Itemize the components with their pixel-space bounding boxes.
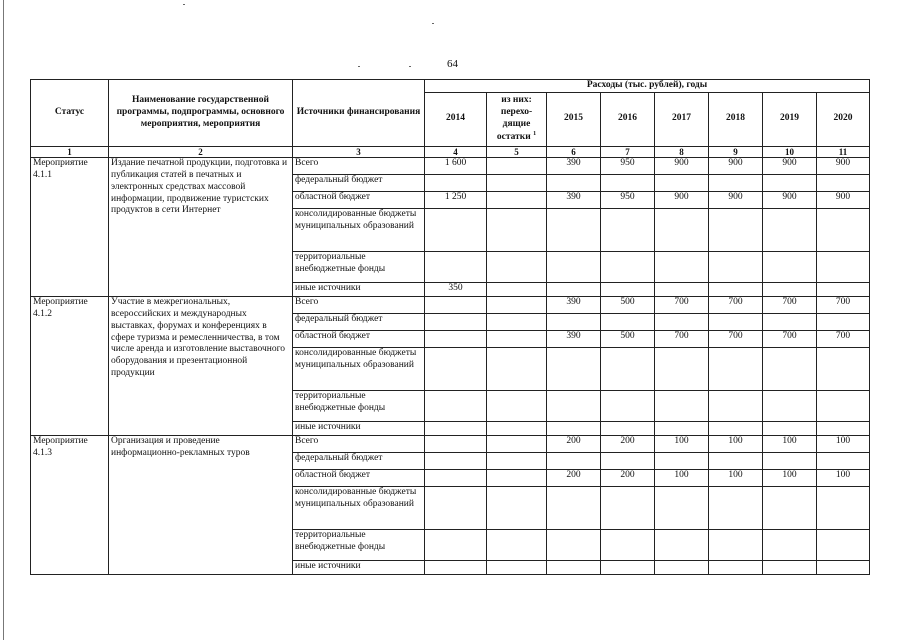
budget-table — [30, 79, 870, 575]
value-year — [709, 452, 763, 469]
header-status: Статус — [31, 80, 109, 147]
value-year — [601, 282, 655, 296]
value-2014 — [425, 251, 487, 282]
carryover-line-2: перехо- — [500, 106, 533, 117]
value-year — [601, 452, 655, 469]
value-year: 900 — [709, 157, 763, 174]
value-year: 900 — [655, 191, 709, 208]
value-year: 200 — [601, 435, 655, 452]
value-year — [655, 529, 709, 560]
table-row — [31, 296, 870, 313]
value-year — [763, 486, 817, 529]
value-year — [709, 347, 763, 390]
value-year: 900 — [817, 157, 870, 174]
header-year: 2020 — [817, 92, 870, 146]
funding-source: областной бюджет — [293, 191, 425, 208]
value-year — [763, 452, 817, 469]
column-number: 8 — [655, 146, 709, 157]
value-year — [709, 174, 763, 191]
value-year: 700 — [655, 330, 709, 347]
value-year: 500 — [601, 296, 655, 313]
value-year — [763, 174, 817, 191]
value-year — [763, 208, 817, 251]
value-year: 700 — [709, 330, 763, 347]
header-year: 2018 — [709, 92, 763, 146]
header-year-2014: 2014 — [425, 92, 487, 146]
column-number: 7 — [601, 146, 655, 157]
value-year: 100 — [655, 435, 709, 452]
value-year: 100 — [817, 469, 870, 486]
value-year — [655, 174, 709, 191]
value-year — [601, 347, 655, 390]
value-year: 390 — [547, 330, 601, 347]
value-2014 — [425, 529, 487, 560]
value-2014 — [425, 313, 487, 330]
value-year: 700 — [817, 296, 870, 313]
value-year — [601, 421, 655, 435]
measure-name: Участие в межрегиональных, всероссийских и международных выставках, форумах и конференциях в сфере туризма и ремесленничества, в том числе аренда и изготовление выставочного оборудования и презентационной продукции — [109, 296, 293, 435]
value-year: 390 — [547, 157, 601, 174]
value-year — [817, 452, 870, 469]
funding-source: иные источники — [293, 560, 425, 574]
value-year: 700 — [655, 296, 709, 313]
measure-name: Организация и проведение информационно-рекламных туров — [109, 435, 293, 574]
value-year: 100 — [763, 435, 817, 452]
value-year — [601, 390, 655, 421]
value-2014: 350 — [425, 282, 487, 296]
value-year: 500 — [601, 330, 655, 347]
value-year — [763, 282, 817, 296]
column-number: 2 — [109, 146, 293, 157]
value-year — [601, 174, 655, 191]
value-year — [817, 251, 870, 282]
value-2014 — [425, 330, 487, 347]
value-year — [655, 208, 709, 251]
value-year: 950 — [601, 157, 655, 174]
value-year: 200 — [547, 435, 601, 452]
value-year: 700 — [709, 296, 763, 313]
value-year — [817, 208, 870, 251]
scan-speck — [432, 23, 434, 24]
funding-source: Всего — [293, 157, 425, 174]
funding-source: иные источники — [293, 421, 425, 435]
value-year — [547, 208, 601, 251]
value-year: 100 — [817, 435, 870, 452]
funding-source: территориальные внебюджетные фонды — [293, 529, 425, 560]
value-year: 700 — [763, 296, 817, 313]
value-carryover — [487, 529, 547, 560]
value-year — [601, 486, 655, 529]
value-year: 100 — [709, 435, 763, 452]
value-year — [547, 390, 601, 421]
value-carryover — [487, 157, 547, 174]
column-number: 10 — [763, 146, 817, 157]
value-2014 — [425, 469, 487, 486]
value-year: 900 — [817, 191, 870, 208]
funding-source: иные источники — [293, 282, 425, 296]
value-year: 700 — [817, 330, 870, 347]
value-year — [817, 529, 870, 560]
value-carryover — [487, 560, 547, 574]
value-year — [601, 251, 655, 282]
value-2014: 1 250 — [425, 191, 487, 208]
funding-source: территориальные внебюджетные фонды — [293, 390, 425, 421]
value-year — [709, 560, 763, 574]
value-2014 — [425, 560, 487, 574]
value-year — [817, 347, 870, 390]
funding-source: федеральный бюджет — [293, 452, 425, 469]
header-name: Наименование государственной программы, подпрограммы, основного мероприятия, мероприятия — [109, 80, 293, 147]
value-year — [817, 390, 870, 421]
value-year — [763, 390, 817, 421]
funding-source: федеральный бюджет — [293, 174, 425, 191]
value-year — [817, 313, 870, 330]
value-year — [547, 282, 601, 296]
value-year: 390 — [547, 296, 601, 313]
value-carryover — [487, 452, 547, 469]
value-carryover — [487, 435, 547, 452]
value-2014 — [425, 296, 487, 313]
value-carryover — [487, 313, 547, 330]
value-year — [547, 421, 601, 435]
value-year — [763, 347, 817, 390]
column-number: 11 — [817, 146, 870, 157]
value-year — [763, 529, 817, 560]
column-number: 6 — [547, 146, 601, 157]
value-year — [601, 560, 655, 574]
table-body — [31, 157, 870, 574]
value-2014 — [425, 486, 487, 529]
value-carryover — [487, 282, 547, 296]
value-year — [655, 251, 709, 282]
header-expenses: Расходы (тыс. рублей), годы — [425, 80, 870, 93]
value-year — [655, 390, 709, 421]
value-year — [655, 282, 709, 296]
header-sources: Источники финансирования — [293, 80, 425, 147]
value-year — [763, 251, 817, 282]
value-carryover — [487, 390, 547, 421]
page-number: 64 — [447, 58, 458, 70]
header-year: 2019 — [763, 92, 817, 146]
value-2014 — [425, 174, 487, 191]
column-number: 4 — [425, 146, 487, 157]
value-year: 100 — [709, 469, 763, 486]
value-carryover — [487, 208, 547, 251]
value-year — [763, 421, 817, 435]
header-year: 2017 — [655, 92, 709, 146]
value-year: 900 — [709, 191, 763, 208]
footnote-mark: 1 — [533, 130, 537, 137]
value-year — [547, 452, 601, 469]
measure-status: Мероприятие 4.1.1 — [31, 157, 109, 296]
value-year — [709, 421, 763, 435]
header-carryover — [487, 92, 547, 146]
value-year — [817, 486, 870, 529]
value-year: 200 — [547, 469, 601, 486]
value-year — [763, 560, 817, 574]
column-number: 3 — [293, 146, 425, 157]
value-carryover — [487, 191, 547, 208]
value-year: 900 — [763, 157, 817, 174]
value-year — [763, 313, 817, 330]
value-2014 — [425, 390, 487, 421]
value-year — [547, 347, 601, 390]
value-year — [709, 282, 763, 296]
value-carryover — [487, 347, 547, 390]
value-year: 100 — [763, 469, 817, 486]
value-carryover — [487, 486, 547, 529]
carryover-line-4: остатки — [496, 131, 531, 142]
value-year — [655, 347, 709, 390]
column-number: 1 — [31, 146, 109, 157]
scan-edge-line — [3, 0, 4, 640]
value-carryover — [487, 174, 547, 191]
funding-source: консолидированные бюджеты муниципальных образований — [293, 208, 425, 251]
funding-source: областной бюджет — [293, 469, 425, 486]
value-year — [547, 313, 601, 330]
funding-source: консолидированные бюджеты муниципальных образований — [293, 486, 425, 529]
value-year — [655, 452, 709, 469]
scan-speck — [183, 4, 185, 5]
value-carryover — [487, 421, 547, 435]
value-year: 390 — [547, 191, 601, 208]
value-year — [655, 486, 709, 529]
column-number: 5 — [487, 146, 547, 157]
value-carryover — [487, 330, 547, 347]
column-number: 9 — [709, 146, 763, 157]
value-year — [655, 421, 709, 435]
value-year — [817, 560, 870, 574]
value-year — [817, 282, 870, 296]
value-year: 700 — [763, 330, 817, 347]
value-2014 — [425, 347, 487, 390]
measure-status: Мероприятие 4.1.2 — [31, 296, 109, 435]
value-2014 — [425, 208, 487, 251]
measure-status: Мероприятие 4.1.3 — [31, 435, 109, 574]
value-year — [601, 208, 655, 251]
value-year — [709, 390, 763, 421]
table-row — [31, 157, 870, 174]
carryover-line-1: из них: — [501, 95, 532, 106]
value-year: 950 — [601, 191, 655, 208]
value-year — [547, 560, 601, 574]
value-2014 — [425, 421, 487, 435]
value-year — [817, 174, 870, 191]
value-year — [655, 560, 709, 574]
value-year — [655, 313, 709, 330]
value-year — [547, 174, 601, 191]
funding-source: федеральный бюджет — [293, 313, 425, 330]
value-carryover — [487, 469, 547, 486]
value-year — [601, 313, 655, 330]
funding-source: территориальные внебюджетные фонды — [293, 251, 425, 282]
value-year: 100 — [655, 469, 709, 486]
value-year — [817, 421, 870, 435]
header-year: 2015 — [547, 92, 601, 146]
value-year: 200 — [601, 469, 655, 486]
carryover-line-3: дящие — [502, 118, 531, 129]
measure-name: Издание печатной продукции, подготовка и публикация статей в печатных и электронных средствах массовой информации, продвижение туристских продуктов в сети Интернет — [109, 157, 293, 296]
value-year: 900 — [763, 191, 817, 208]
value-year — [601, 529, 655, 560]
value-2014: 1 600 — [425, 157, 487, 174]
value-year — [709, 251, 763, 282]
header-year: 2016 — [601, 92, 655, 146]
value-year — [709, 486, 763, 529]
funding-source: Всего — [293, 296, 425, 313]
value-year — [547, 529, 601, 560]
value-year: 900 — [655, 157, 709, 174]
value-2014 — [425, 435, 487, 452]
value-carryover — [487, 251, 547, 282]
funding-source: областной бюджет — [293, 330, 425, 347]
funding-source: консолидированные бюджеты муниципальных образований — [293, 347, 425, 390]
table-row — [31, 435, 870, 452]
value-year — [709, 313, 763, 330]
funding-source: Всего — [293, 435, 425, 452]
value-2014 — [425, 452, 487, 469]
value-carryover — [487, 296, 547, 313]
value-year — [547, 486, 601, 529]
value-year — [709, 208, 763, 251]
value-year — [709, 529, 763, 560]
value-year — [547, 251, 601, 282]
